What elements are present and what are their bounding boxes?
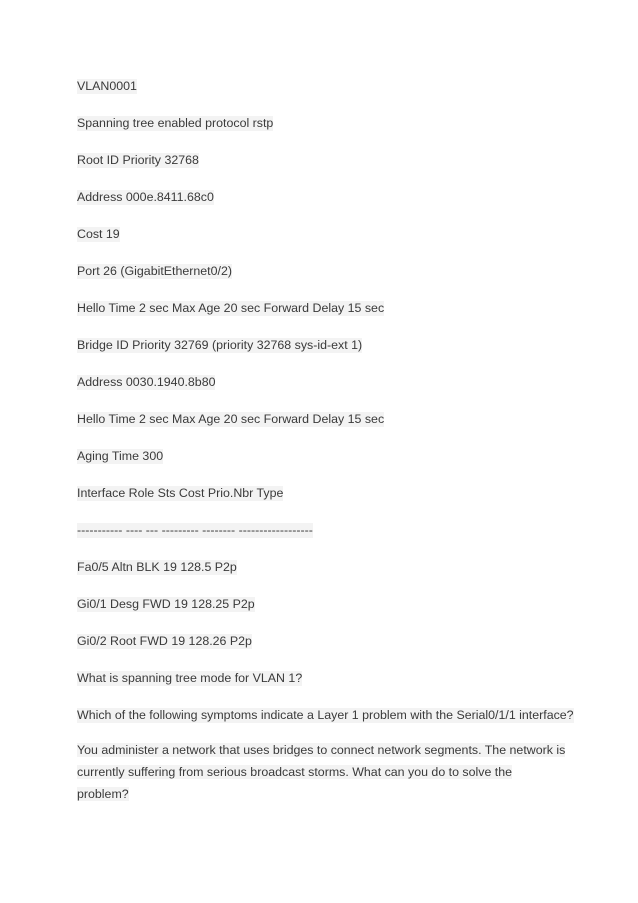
root-timers-line: Hello Time 2 sec Max Age 20 sec Forward Delay 15 sec xyxy=(77,301,385,315)
root-port-line: Port 26 (GigabitEthernet0/2) xyxy=(77,264,232,278)
protocol-line: Spanning tree enabled protocol rstp xyxy=(77,116,274,130)
bridge-timers-line: Hello Time 2 sec Max Age 20 sec Forward Delay 15 sec xyxy=(77,412,385,426)
question-line: What is spanning tree mode for VLAN 1? xyxy=(77,671,303,685)
interface-table-header: Interface Role Sts Cost Prio.Nbr Type xyxy=(77,486,284,500)
table-row: Fa0/5 Altn BLK 19 128.5 P2p xyxy=(77,560,237,574)
root-address-line: Address 000e.8411.68c0 xyxy=(77,190,214,204)
root-cost-line: Cost 19 xyxy=(77,227,120,241)
question-line: Which of the following symptoms indicate a Layer 1 problem with the Serial0/1/1 interface? xyxy=(77,708,574,722)
vlan-name: VLAN0001 xyxy=(77,79,137,93)
table-row: Gi0/1 Desg FWD 19 128.25 P2p xyxy=(77,597,255,611)
table-separator: ----------- ---- --- --------- -------- ------------------ xyxy=(77,523,313,537)
bridge-address-line: Address 0030.1940.8b80 xyxy=(77,375,216,389)
table-row: Gi0/2 Root FWD 19 128.26 P2p xyxy=(77,634,252,648)
aging-time-line: Aging Time 300 xyxy=(77,449,164,463)
root-priority-line: Root ID Priority 32768 xyxy=(77,153,199,167)
question-paragraph xyxy=(77,739,567,805)
bridge-priority-line: Bridge ID Priority 32769 (priority 32768 sys-id-ext 1) xyxy=(77,338,363,352)
paragraph-text: You administer a network that uses bridges to connect network segments. The network is currently suffering from serious broadcast storms. What can you do to solve the problem? xyxy=(77,743,566,801)
